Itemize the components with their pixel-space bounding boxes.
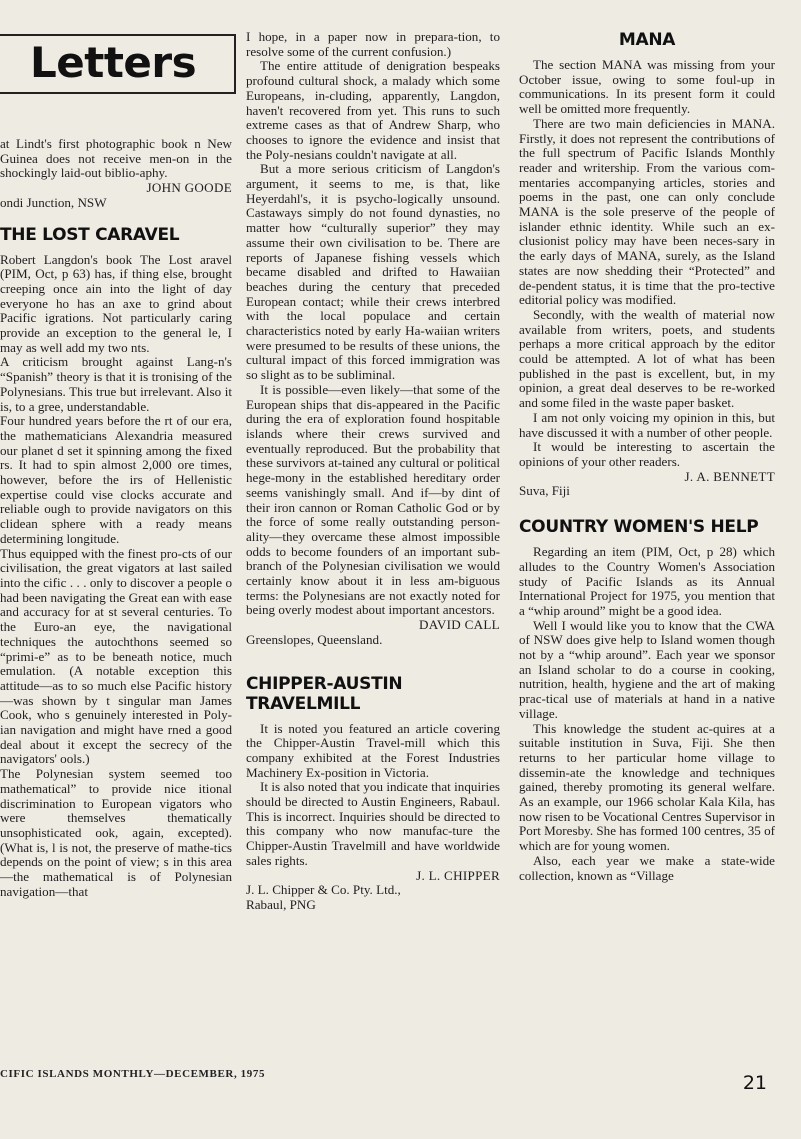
paragraph: Regarding an item (PIM, Oct, p 28) which alludes to the Country Women's Association study of Pacific Islands as its Annual International Project for 1975, you mention that a “whip around” might be a good idea. — [519, 544, 775, 618]
paragraph: It would be interesting to ascertain the opinions of your other readers. — [519, 439, 775, 469]
column-2 — [246, 30, 500, 913]
paragraph: I am not only voicing my opinion in this, but have discussed it with a number of other people. — [519, 409, 775, 440]
signature: JOHN GOODE — [146, 180, 232, 196]
paragraph: This knowledge the student ac-quires at a suitable institution in Suva, Fiji. She then returns to her particular home village to dissemin-ate the knowledge and techniques gained, thereby promoting its general welfare. As an example, our 1966 scholar Kala Kila, has now risen to be Vocational Centres Supervisor in Port Moresby. She has formed 100 centres, 35 of which are for young women. — [519, 720, 775, 854]
section-title: Letters — [30, 38, 197, 87]
paragraph: The Polynesian system seemed too mathematical” to provide nice itional discrimination to European vigators who were themselves thematically unsophisticated ook, again, excepted). (What is, l is not, the preserve of mathe-tics depends on the point of view; s in this area—the mathematical is of Polynesian navigation—that — [0, 766, 232, 899]
paragraph: Four hundred years before the rt of our era, the mathematicians Alexandria measured our planet d set it spinning among the fixed rs. It had to spin almost 2,000 ore times, however, before the irs of Hellenistic expertise could vise clocks accurate and reliable ough to provide navigators on this clidean sphere with a ready means determining longitude. — [0, 413, 232, 546]
heading-chipper-austin: CHIPPER-AUSTIN TRAVELMILL — [246, 673, 403, 714]
heading-country-womens-help: COUNTRY WOMEN'S HELP — [519, 517, 759, 538]
page-number: 21 — [742, 1072, 767, 1094]
paragraph: I hope, in a paper now in prepara-tion, to resolve some of the current confusion.) — [246, 29, 500, 59]
paragraph: It is noted you featured an article covering the Chipper-Austin Travel-mill which this company exhibited at the Forest Industries Machinery Ex-position in Victoria. — [246, 720, 500, 780]
paragraph: It is possible—even likely—that some of the European ships that dis-appeared in the Pacific during the era of exploration found hospitable islands where their crews survived and eventually reproduced. But the probability that these survivors at-tained any cultural or political hege-mony in the established hereditary order seems vanishingly small. And if—by dint of their iron cannon or Roman Catholic God or by the force of some really outstanding person-ality—they overcame these almost impossible odds to become founders of an important sub-branch of the Polynesian civilisation we would certainly know about it in less am-biguous terms: the Polynesians are not exactly noted for being overly modest about important ancestors. — [246, 381, 500, 618]
column-3 — [519, 30, 775, 883]
letters-header-box — [0, 34, 236, 94]
column-1 — [0, 137, 232, 899]
paragraph: Robert Langdon's book The Lost aravel (PIM, Oct, p 63) has, if thing else, brought creeping once ain into the light of day everyone ho has an axe to grind about Pacific igrations. Not particularly caring provide an exception to the general le, I may as well add my two nts. — [0, 251, 232, 355]
paragraph: Well I would like you to know that the CWA of NSW does give help to Island women though not by a “whip around”. Each year we sponsor an Island scholar to do a course in cooking, nutrition, health, hygiene and the art of making prac-tical use of materials at hand in a native village. — [519, 617, 775, 721]
heading-lost-caravel: THE LOST CARAVEL — [0, 224, 180, 245]
paragraph: But a more serious criticism of Langdon's argument, it seems to me, is that, like Heyerdahl's, it is psycho-logically unsound. Castaways simply do not found dynasties, no matter how “culturally superior” they may assume their own civilisation to be. There are reports of Japanese fishing vessels which became disabled and drifted to Hawaiian beaches during the century that preceded European contact; while their crews interbred with the local populace and certain characteristics noted by early Ha-waiian writers were presumed to be results of these unions, the cultural impact of this forced immigration was so slight as to be subliminal. — [246, 161, 500, 383]
paragraph: It is also noted that you indicate that inquiries should be directed to Austin Engineers, Rabaul. This is incorrect. Inquiries should be directed to this company who now manufac-ture the Chipper-Austin Travelmill and have worldwide sales rights. — [246, 779, 500, 868]
signature-place: Greenslopes, Queensland. — [246, 631, 383, 647]
signature: DAVID CALL — [419, 617, 500, 633]
paragraph: Also, each year we make a state-wide collection, known as “Village — [519, 852, 775, 883]
paragraph: There are two main deficiencies in MANA. Firstly, it does not represent the contributions of the full spectrum of Pacific Islands Monthly reader and writership. From the various com-mentaries accompanying articles, stories and poems in the past, one can only conclude MANA is the sole preserve of the people of islander ethnic identity. While such an ex-clusionist policy may have been neces-sary in the early days of MANA, surely, as the Island states are now shedding their “Protected” and de-pendent status, it is time that the pro-tective editorial policy was modified. — [519, 115, 775, 308]
signature-place: Suva, Fiji — [519, 483, 570, 499]
paragraph: A criticism brought against Lang-n's “Spanish” theory is that it is tronising of the Polynesians. This true but irrelevant. Also it is, to a gree, understandable. — [0, 354, 232, 414]
paragraph: Secondly, with the wealth of material now available from writers, poets, and students perhaps a more critical approach by the editor could be attempted. A lot of what has been published in the past is excellent, but, in my opinion, a great deal deserves to be re-worked and some filed in the waste paper basket. — [519, 306, 775, 411]
signature-company: J. L. Chipper & Co. Pty. Ltd., — [246, 882, 401, 898]
signature: J. L. CHIPPER — [416, 867, 500, 883]
running-footer: CIFIC ISLANDS MONTHLY—DECEMBER, 1975 — [0, 1068, 266, 1080]
paragraph: Thus equipped with the finest pro-cts of our civilisation, the great vigators at last sailed into the cific . . . only to discover a people o had been navigating the Great ean with ease and accuracy for at st several centuries. To the Euro-an eye, the navigational techniques the autochthons seemed so “primi-e” as to be beneath notice, much emulation. (A notable exception this attitude—as to so much else Pacific history—was shown by t singular man James Cook, who s genuinely interested in Poly-ian navigation and might have rned a good deal about it except the secrecy of the navigators' ools.) — [0, 545, 232, 767]
signature-place: Rabaul, PNG — [246, 896, 316, 912]
paragraph: The entire attitude of denigration bespeaks profound cultural shock, a malady which some Europeans, in-cluding, apparently, Langdon, haven't recovered from yet. This runs to such extreme cases as that of Andrew Sharp, who chooses to ignore the evidence and insist that the Poly-nesians couldn't navigate at all. — [246, 58, 500, 162]
heading-mana: MANA — [618, 30, 676, 50]
signature-place: ondi Junction, NSW — [0, 194, 107, 210]
signature: J. A. BENNETT — [684, 468, 775, 484]
intro-paragraph: at Lindt's first photographic book n New Guinea does not receive men-on in the shockingly laid-out biblio-aphy. — [0, 136, 232, 181]
paragraph: The section MANA was missing from your October issue, owing to some foul-up in communications. In its present form it could well be omitted more frequently. — [519, 57, 775, 117]
